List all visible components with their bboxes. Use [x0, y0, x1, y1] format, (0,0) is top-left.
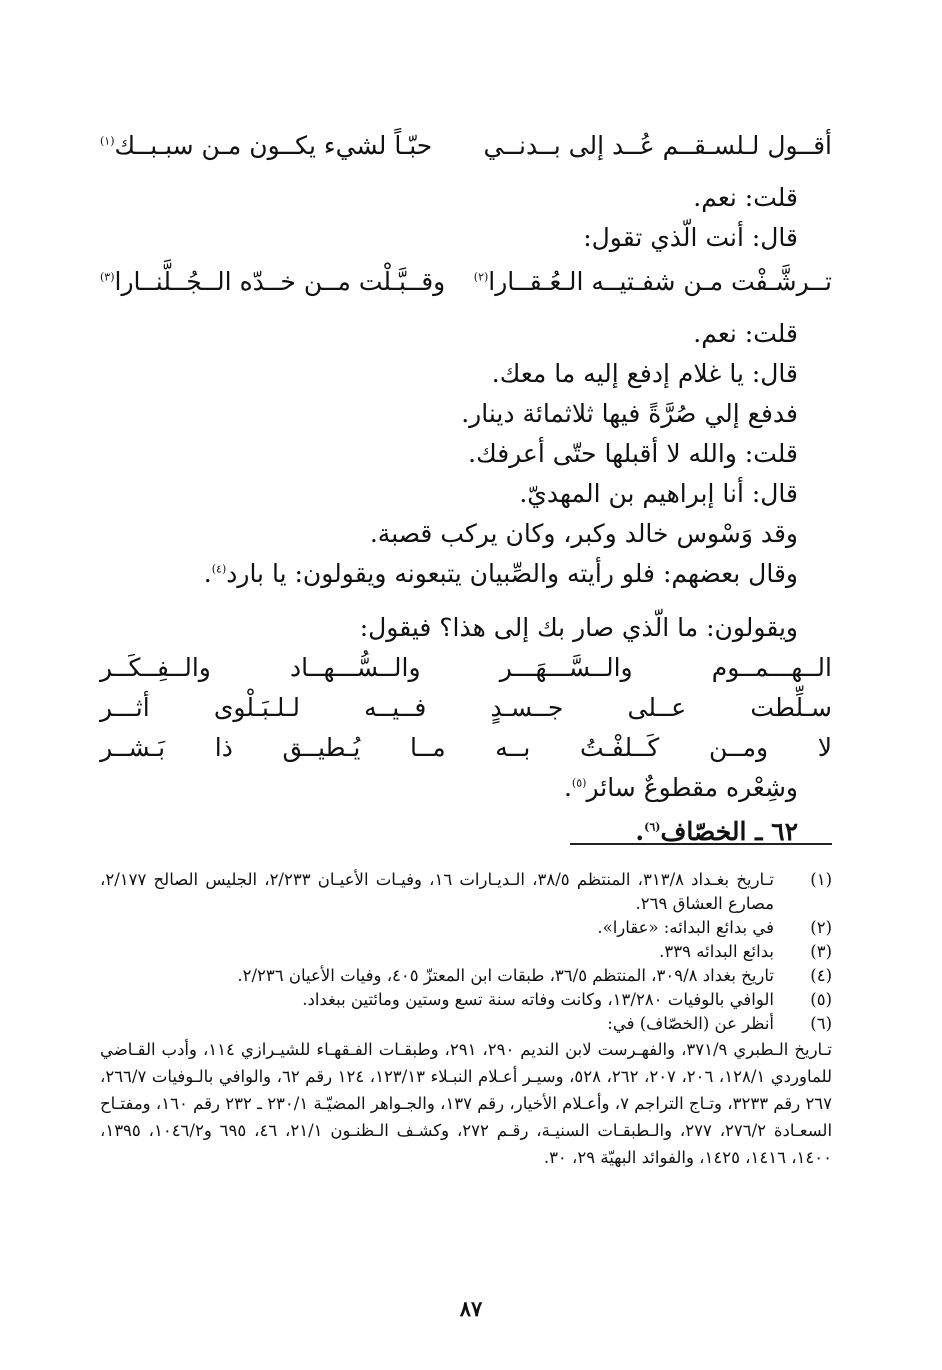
prose-line: قال: أنت الّذي تقول:: [583, 223, 798, 252]
footnote-marker: (١): [100, 134, 115, 148]
section-heading: [100, 812, 832, 852]
poem-word: يُـطيــق: [282, 733, 361, 762]
footnote-text: تـاريخ بغـداد ٣١٣/٨، المنتظم ٣٨/٥، الـديـارات ١٦، وفيـات الأعيـان ٢/٢٣٣، الجليس الصالح ٢/١٧٧، مصارع العشاق ٢٦٩.: [100, 870, 774, 913]
footnote-number: (٤): [810, 966, 832, 985]
verse: [100, 122, 832, 178]
poem-word: لا: [817, 733, 832, 762]
footnote: [100, 964, 832, 988]
prose-punct: .: [563, 773, 572, 802]
poem-line: [100, 688, 832, 728]
prose-text: وقال بعضهم: فلو رأيته والصِّبيان يتبعونه ويقولون: يا بارد: [226, 559, 798, 588]
footnote-separator: [570, 843, 832, 845]
poem-word: سـلِّطت: [750, 693, 832, 722]
prose-line: ويقولون: ما الّذي صار بك إلى هذا؟ فيقول:: [359, 613, 798, 642]
footnote: [100, 868, 832, 916]
footnote-text: تاريخ بغداد ٣٠٩/٨، المنتظم ٣٦/٥، طبقات ابن المعتزّ ٤٠٥، وفيات الأعيان ٢/٢٣٦.: [237, 966, 774, 985]
footnote-marker: (٦): [644, 820, 661, 834]
page-number: ٨٧: [459, 1296, 483, 1321]
footnote-text: في بدائع البدائه: «عقارا».: [597, 918, 774, 937]
footnote-number: (٢): [810, 918, 832, 937]
footnote-marker: (٥): [571, 776, 587, 790]
prose-line: قلت: نعم.: [693, 183, 798, 212]
footnote-marker: (٤): [211, 562, 227, 576]
poem-word: ذا: [214, 733, 233, 762]
poem-word: عــلى: [627, 693, 687, 722]
poem-word: ومــن: [708, 733, 769, 762]
footnote-text: الوافي بالوفيات ١٣/٢٨٠، وكانت وفاته سنة تسع وستين ومائتين ببغداد.: [302, 990, 774, 1009]
poem-word: مــا: [409, 733, 446, 762]
poem-line: [100, 648, 832, 688]
prose-line: قلت: نعم.: [693, 319, 798, 348]
footnote-number: (٥): [810, 990, 832, 1009]
poem-word: والــسَّـــهَـــر: [499, 653, 633, 682]
verse-hemistich: [474, 258, 832, 314]
poem-word: أثـــر: [100, 693, 150, 722]
footnote: [100, 916, 832, 940]
footnote-number: (١): [810, 870, 832, 889]
footnote-number: (٣): [810, 942, 832, 961]
footnote-continuation: تـاريخ الـطبري ٣٧١/٩، والفهـرست لابن النديم ٢٩٠، ٢٩١، وطبقـات الفـقهـاء للشيـرازي ١١٤، وأدب القـاضي للماوردي ١٢٨/١، ٢٠٦، ٢٠٧، ٢٦٢، ٥٢٨، وسيـر أعـلام النبـلاء ١٢٣/١٣، ١٢٤ رقم ٦٢، والوافي بالـوفيات ٢٦٦/٧، ٢٦٧ رقم ٣٢٣٣، وتـاج التراجم ٧، وأعـلام الأخيار، رقم ١٣٧، والجـواهر المضيّـة ٢٣٠/١ ـ ٢٣٢ رقم ١٦٠، ومفتـاح السعـادة ٢٧٦/٢، ٢٧٧، والـطبقـات السنيـة، رقـم ٢٧٢، وكشـف الـظنـون ٢١/١، ٤٦، ٦٩٥ و١٠٤٦/٢، ١٣٩٥، ١٤٠٠، ١٤١٦، ١٤٢٥، والفوائد البهيّة ٢٩، ٣٠.: [100, 1040, 833, 1167]
prose-punct: .: [203, 559, 212, 588]
footnote-marker: (٣): [100, 270, 115, 284]
prose-line: فدفع إلي صُرَّةً فيها ثلاثمائة دينار.: [461, 399, 798, 428]
verse-hemistich: أقــول لـلسـقــم عُــد إلى بــدنــي: [483, 131, 832, 160]
footnote-text: أنظر عن (الخصّاف) في:: [607, 1014, 774, 1033]
verse-hemistich: [100, 258, 445, 314]
verse-hemistich-text: وقــبَّـلْت مــن خــدّه الــجُــلَّنــارا: [114, 267, 446, 296]
footnotes: [100, 868, 832, 1171]
poem-word: والــفِــكَــر: [100, 653, 211, 682]
footnote: [100, 1012, 832, 1036]
verse-hemistich: [100, 122, 432, 178]
poem-word: بَـشــر: [100, 733, 166, 762]
main-text: [100, 122, 832, 852]
footnote-text: بدائع البدائه ٣٣٩.: [659, 942, 774, 961]
prose-line: [100, 554, 832, 594]
verse: [100, 258, 832, 314]
poem-word: جــسـدٍ: [490, 693, 564, 722]
poem-word: لـلـبَـلْوى: [213, 693, 301, 722]
prose-line: وقد وَسْوس خالد وكبر، وكان يركب قصبة.: [369, 519, 798, 548]
poem-word: بــه: [495, 733, 531, 762]
prose-line: قال: أنا إبراهيم بن المهديّ.: [519, 479, 798, 508]
verse-hemistich-text: تــرشَّـفْت مـن شفـتيــه الـعُـقــارا: [488, 267, 832, 296]
prose-line: قال: يا غلام إدفع إليه ما معك.: [491, 359, 798, 388]
prose-line: [100, 768, 832, 808]
poem-word: الــهـــمــوم: [711, 653, 832, 682]
footnote-number: (٦): [810, 1014, 832, 1033]
prose-line: قلت: والله لا أقبلها حتّى أعرفك.: [468, 439, 798, 468]
heading-text: ٦٢ ـ الخصّاف: [660, 817, 798, 846]
footnote: [100, 988, 832, 1012]
prose-text: وشِعْره مقطوعٌ سائر: [586, 773, 798, 802]
poem-line: [100, 728, 832, 768]
poem-word: كَــلفْـتُ: [579, 733, 660, 762]
footnote-marker: (٢): [473, 270, 489, 284]
verse-hemistich-text: حبّـاً لشيء يكــون مـن سبـبــك: [114, 131, 433, 160]
heading-punct: .: [635, 817, 645, 846]
poem-word: والــسُّـــهــاد: [290, 653, 421, 682]
poem-word: فــيــه: [364, 693, 427, 722]
footnote: [100, 940, 832, 964]
